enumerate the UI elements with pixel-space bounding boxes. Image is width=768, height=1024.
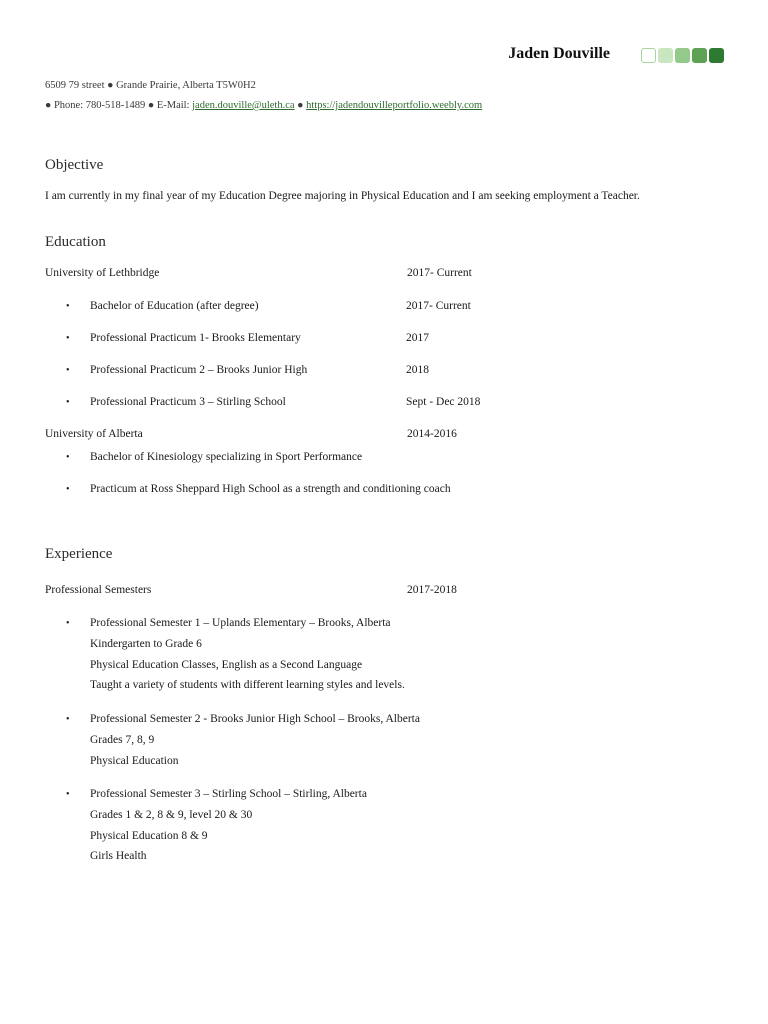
school-date: 2014-2016	[407, 428, 457, 440]
swatch-1	[641, 48, 656, 63]
education-item-date: Sept - Dec 2018	[406, 396, 481, 408]
semester-detail: Kindergarten to Grade 6	[90, 637, 202, 650]
experience-date: 2017-2018	[407, 584, 457, 596]
contact-line	[45, 100, 482, 111]
website-link[interactable]: https://jadendouvilleportfolio.weebly.com	[306, 100, 483, 111]
bullet-icon: •	[66, 484, 70, 495]
semester-detail: Physical Education Classes, English as a Second Language	[90, 658, 363, 671]
contact-address: 6509 79 street ● Grande Prairie, Alberta T5W0H2	[45, 80, 256, 91]
objective-text: I am currently in my final year of my Education Degree majoring in Physical Education and I am seeking employment a Teacher.	[45, 190, 640, 202]
bullet-icon: •	[66, 397, 70, 408]
education-title: Education	[45, 234, 106, 250]
education-item: Professional Practicum 3 – Stirling School	[90, 396, 286, 408]
education-item-date: 2017- Current	[406, 300, 471, 312]
swatch-2	[658, 48, 673, 63]
education-item: Professional Practicum 2 – Brooks Junior High	[90, 364, 308, 376]
resume-name: Jaden Douville	[508, 45, 610, 62]
contact-separator: ●	[294, 100, 307, 111]
semester-detail: Physical Education	[90, 754, 179, 767]
semester-title: Professional Semester 1 – Uplands Elementary – Brooks, Alberta	[90, 617, 391, 629]
contact-phone: ● Phone: 780-518-1489 ● E-Mail:	[45, 100, 193, 111]
education-item: Professional Practicum 1- Brooks Elementary	[90, 332, 301, 344]
semester-block	[90, 784, 367, 867]
semester-title: Professional Semester 3 – Stirling School – Stirling, Alberta	[90, 788, 367, 800]
semester-detail: Physical Education 8 & 9	[90, 829, 208, 842]
bullet-icon: •	[66, 714, 70, 725]
semester-detail: Taught a variety of students with different learning styles and levels.	[90, 679, 405, 692]
semester-block	[90, 613, 405, 696]
swatch-3	[675, 48, 690, 63]
education-item-date: 2017	[406, 332, 429, 344]
objective-title: Objective	[45, 157, 104, 173]
school-date: 2017- Current	[407, 267, 472, 279]
bullet-icon: •	[66, 301, 70, 312]
semester-detail: Grades 7, 8, 9	[90, 733, 155, 746]
bullet-icon: •	[66, 333, 70, 344]
school-name: University of Alberta	[45, 428, 143, 440]
swatch-5	[709, 48, 724, 63]
school-name: University of Lethbridge	[45, 267, 160, 279]
email-link[interactable]: jaden.douville@uleth.ca	[192, 100, 295, 111]
semester-detail: Girls Health	[90, 850, 147, 863]
education-item: Bachelor of Education (after degree)	[90, 300, 259, 312]
bullet-icon: •	[66, 452, 70, 463]
semester-block	[90, 709, 420, 771]
semester-title: Professional Semester 2 - Brooks Junior High School – Brooks, Alberta	[90, 713, 420, 725]
experience-heading: Professional Semesters	[45, 584, 152, 596]
bullet-icon: •	[66, 789, 70, 800]
education-item-date: 2018	[406, 364, 429, 376]
bullet-icon: •	[66, 618, 70, 629]
education-item: Bachelor of Kinesiology specializing in Sport Performance	[90, 451, 363, 463]
experience-title: Experience	[45, 546, 113, 562]
education-item: Practicum at Ross Sheppard High School as a strength and conditioning coach	[90, 483, 451, 495]
color-swatches	[641, 48, 724, 63]
swatch-4	[692, 48, 707, 63]
semester-detail: Grades 1 & 2, 8 & 9, level 20 & 30	[90, 808, 253, 821]
bullet-icon: •	[66, 365, 70, 376]
